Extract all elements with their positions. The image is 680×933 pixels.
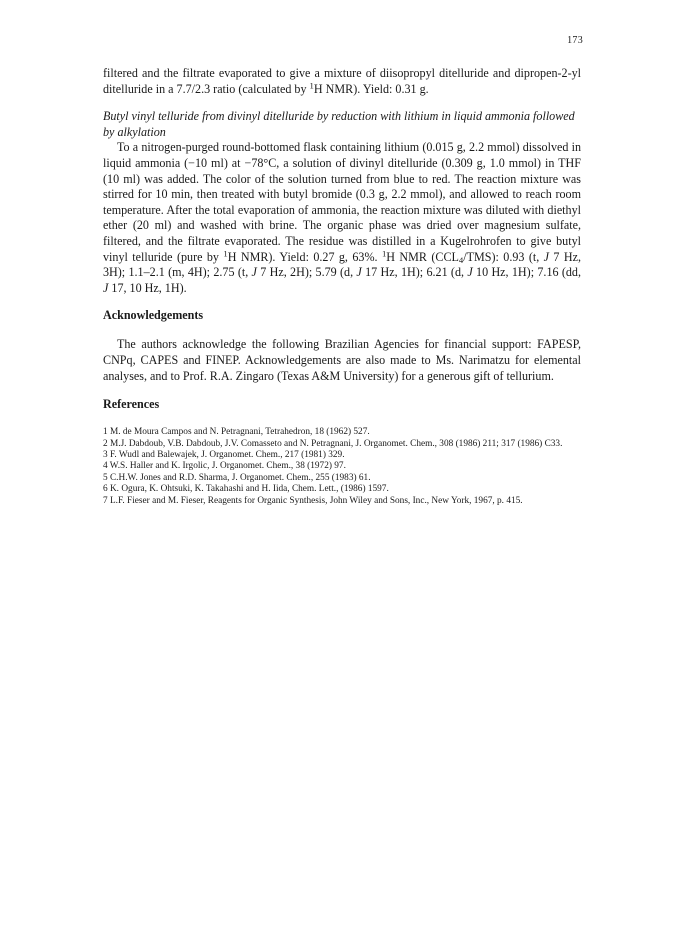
references-heading: References — [103, 397, 160, 412]
acknowledgements-text: The authors acknowledge the following Brazilian Agencies for financial support: FAPESP, CNPq, CAPES and FINEP. Acknowledgements are also made to Ms. Narimatzu for elemental analyses, and to Prof. R.A. Zingaro (Texas A&M University) for a generous gift of tellurium. — [103, 337, 581, 383]
coupling-j-1: J — [543, 249, 550, 264]
reference-item: 3 F. Wudl and Balewajek, J. Organomet. Chem., 217 (1981) 329. — [103, 449, 345, 460]
procedure-text-2: H NMR). Yield: 0.27 g, 63%. — [227, 249, 382, 264]
procedure-text-8: 10 Hz, 1H); 7.16 (dd, — [472, 265, 581, 280]
page-number: 173 — [567, 35, 583, 46]
procedure-text-3: H NMR (CCL — [386, 249, 459, 264]
superscript-nmr-2: 1 — [381, 248, 387, 259]
procedure-text-4: /TMS): 0.93 (t, — [463, 249, 544, 264]
coupling-j-4: J — [467, 265, 473, 280]
reference-item: 1 M. de Moura Campos and N. Petragnani, Tetrahedron, 18 (1962) 527. — [103, 427, 370, 438]
procedure-subheading: Butyl vinyl telluride from divinyl ditelluride by reduction with lithium in liquid ammonia followed by alkylation — [103, 109, 575, 139]
procedure-text-7: 17 Hz, 1H); 6.21 (d, — [361, 265, 468, 280]
continuation-text: filtered and the filtrate evaporated to give a mixture of diisopropyl ditelluride and dipropen-2-yl ditelluride in a 7.7/2.3 ratio (calculated by — [103, 66, 581, 96]
reference-item: 6 K. Ogura, K. Ohtsuki, K. Takahashi and H. Iida, Chem. Lett., (1986) 1597. — [103, 484, 389, 495]
acknowledgements-heading: Acknowledgements — [103, 308, 204, 323]
procedure-text-6: 7 Hz, 2H); 5.79 (d, — [256, 265, 357, 280]
references-list — [103, 427, 581, 507]
reference-item: 5 C.H.W. Jones and R.D. Sharma, J. Organomet. Chem., 255 (1983) 61. — [103, 472, 371, 483]
coupling-j-5: J — [103, 280, 109, 295]
procedure-text-1: To a nitrogen-purged round-bottomed flask containing lithium (0.015 g, 2.2 mmol) dissolved in liquid ammonia (−10 ml) at −78°C, a solution of divinyl ditelluride (0.309 g, 1.0 mmol) in THF (10 ml) was added. The color of the solution turned from blue to red. The reaction mixture was stirred for 10 min, then treated with butyl bromide (0.3 g, 2.2 mmol), and allowed to reach room temperature. After the total evaporation of ammonia, the reaction mixture was diluted with diethyl ether (20 ml) and washed with brine. The organic phase was dried over magnesium sulfate, filtered, and the filtrate evaporated. The residue was distilled in a Kugelrohrofen to give butyl vinyl telluride (pure by — [103, 140, 581, 264]
reference-item: 2 M.J. Dabdoub, V.B. Dabdoub, J.V. Comasseto and N. Petragnani, J. Organomet. Chem., 308 (1986) 211; 317 (1986) C33. — [103, 438, 563, 449]
superscript-nmr-1: 1 — [223, 248, 228, 259]
superscript-1: 1 — [309, 80, 314, 91]
continuation-paragraph — [103, 66, 581, 97]
reference-item: 7 L.F. Fieser and M. Fieser, Reagents for Organic Synthesis, John Wiley and Sons, Inc., New York, 1967, p. 415. — [103, 495, 523, 506]
coupling-j-2: J — [251, 265, 257, 280]
procedure-paragraph — [103, 140, 581, 296]
page-content — [103, 66, 581, 507]
continuation-text-end: H NMR). Yield: 0.31 g. — [313, 81, 429, 96]
procedure-text-5: 7 Hz, 3H); 1.1–2.1 (m, 4H); 2.75 (t, — [103, 249, 581, 280]
subscript-4: 4 — [458, 254, 464, 265]
procedure-text-9: 17, 10 Hz, 1H). — [108, 280, 187, 295]
reference-item: 4 W.S. Haller and K. Irgolic, J. Organomet. Chem., 38 (1972) 97. — [103, 461, 346, 472]
coupling-j-3: J — [356, 265, 362, 280]
